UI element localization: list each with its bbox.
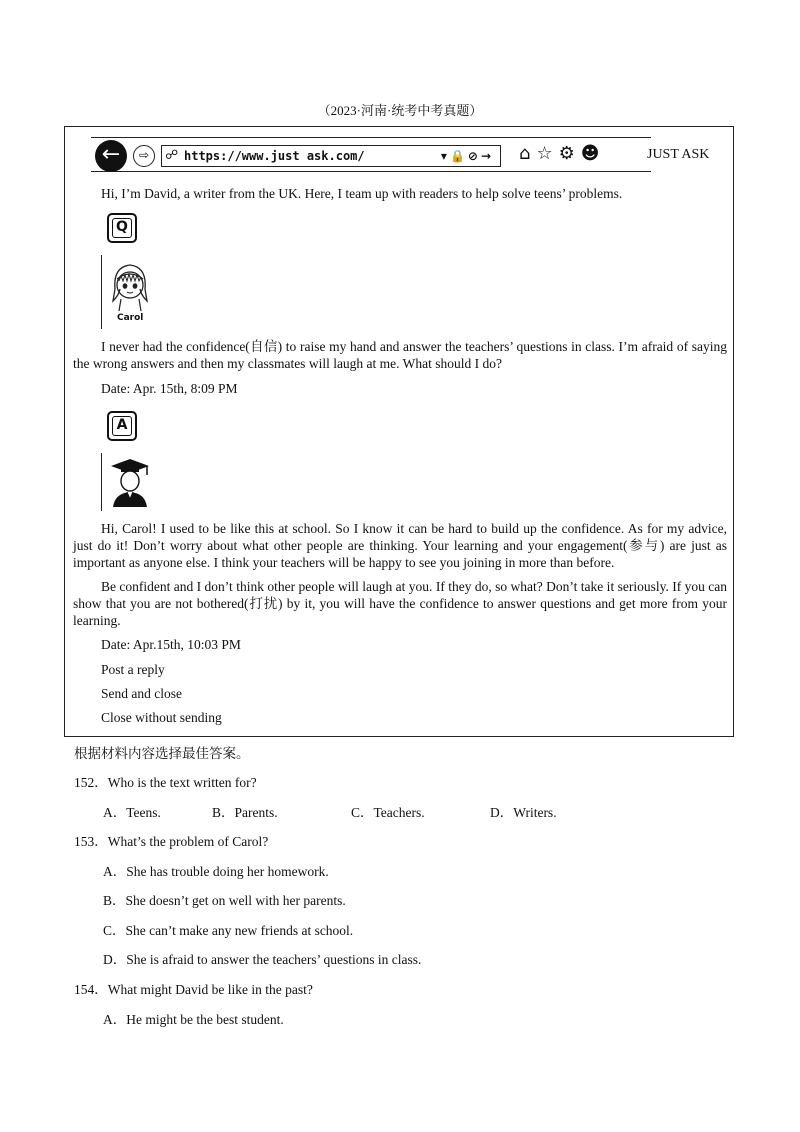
answer-paragraph-2: Be confident and I don’t think other people will laugh at you. If they do, so what? Don’t take it seriously. If you can show that you are not bothered(打扰) by it, you will have the confidence to answer questions and get more from your learning. [73, 579, 727, 628]
question-153-stem: 153．What’s the problem of Carol? [74, 834, 269, 849]
question-date: Date: Apr. 15th, 8:09 PM [101, 381, 238, 396]
question-icon: Q [107, 213, 137, 243]
question-153-option-a[interactable]: A．She has trouble doing her homework. [103, 864, 329, 879]
question-154-option-a[interactable]: A．He might be the best student. [103, 1012, 284, 1027]
exercise-instruction: 根据材料内容选择最佳答案。 [74, 746, 250, 761]
browser-bar [91, 137, 651, 173]
answerer-divider [101, 453, 102, 511]
graduate-avatar-icon [107, 457, 153, 509]
url-text: https://www.just ask.com/ [184, 149, 365, 163]
post-reply-link[interactable]: Post a reply [101, 662, 165, 677]
question-153-option-c[interactable]: C．She can’t make any new friends at school. [103, 923, 354, 938]
answer-paragraph-1: Hi, Carol! I used to be like this at school. So I know it can be hard to build up the confidence. As for my advice, just do it! Don’t worry about what other people are thinking. Your learning and your engagement(参与) are just as important as anyone else. I think your teachers will be happy to see you joining in more than before. [73, 521, 727, 570]
answer-icon: A [107, 411, 137, 441]
question-text: I never had the confidence(自信) to raise my hand and answer the teachers’ questions in class. I’m afraid of saying the wrong answers and then my classmates will laugh at me. What should I do? [73, 339, 727, 371]
answer-date: Date: Apr.15th, 10:03 PM [101, 637, 241, 652]
browser-bottom-line [91, 171, 651, 172]
article-frame [64, 126, 734, 737]
question-152-option-a[interactable]: A．Teens. [103, 805, 161, 820]
browser-top-line [91, 137, 651, 138]
asker-divider [101, 255, 102, 329]
girl-avatar-icon [107, 259, 153, 313]
site-name: JUST ASK [647, 147, 710, 162]
smiley-icon[interactable]: ☻ [580, 143, 606, 164]
star-icon[interactable]: ☆ [536, 143, 559, 164]
question-153-option-b[interactable]: B．She doesn’t get on well with her parents. [103, 893, 346, 908]
question-154-stem: 154．What might David be like in the past? [74, 982, 313, 997]
question-152-stem: 152．Who is the text written for? [74, 775, 257, 790]
globe-icon: ☍ [165, 148, 179, 163]
gear-icon[interactable]: ⚙ [558, 143, 581, 164]
question-152-option-b[interactable]: B．Parents. [212, 805, 278, 820]
intro-text: Hi, I’m David, a writer from the UK. Here, I team up with readers to help solve teens’ problems. [101, 186, 623, 201]
address-bar[interactable] [161, 145, 501, 167]
question-153-option-d[interactable]: D．She is afraid to answer the teachers’ questions in class. [103, 952, 422, 967]
home-icon[interactable]: ⌂ [519, 143, 537, 164]
send-and-close-link[interactable]: Send and close [101, 686, 182, 701]
question-152-option-c[interactable]: C．Teachers. [351, 805, 425, 820]
forward-arrow-icon[interactable]: ⇨ [133, 145, 155, 167]
back-arrow-icon[interactable]: ← [95, 140, 127, 172]
question-152-option-d[interactable]: D．Writers. [490, 805, 557, 820]
toolbar-icons [519, 143, 605, 164]
close-without-sending-link[interactable]: Close without sending [101, 710, 222, 725]
exam-source: （2023·河南·统考中考真题） [317, 103, 483, 118]
asker-name: Carol [117, 313, 144, 323]
address-bar-icons: ▾🔒⊘→ [440, 149, 494, 163]
